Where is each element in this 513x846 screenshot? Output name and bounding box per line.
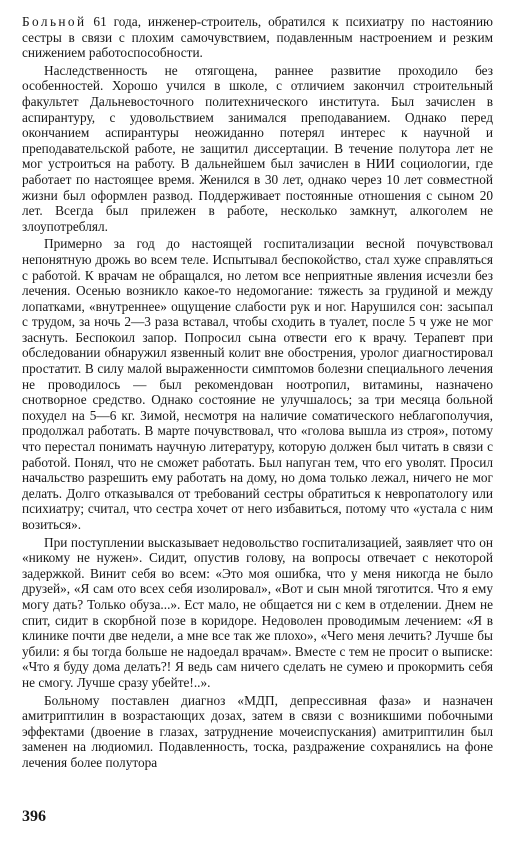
paragraph-4: При поступлении высказывает недовольство госпитализацией, заявляет что он «никому не нужен». Сидит, опустив голову, на вопросы отвечает с некоторой задержкой. Винит себя во всем: «Это моя ошибка, что у меня никогда не было друзей», «Я сам ото всех себя изолировал», «Вот и сын мной тяготится. Что я ему могу дать? Только обуза...». Ест мало, не общается ни с кем в отделении. Днем не спит, сидит в скорбной позе в коридоре. Недоволен проводимым лечением: «Я в клинике почти две недели, а мне все так же плохо», «Чего меня лечить? Лучше бы убили: я бы тогда больше не надоедал врачам». Вместе с тем не просит о выписке: «Что я буду дома делать?! Я ведь сам ничего сделать не сумею и прокормить себя не смогу. Лучше сразу убейте!..». (22, 534, 493, 690)
paragraph-1 (22, 14, 493, 61)
page-number: 396 (22, 808, 46, 825)
paragraph-5: Больному поставлен диагноз «МДП, депрессивная фаза» и назначен амитриптилин в возрастающих дозах, затем в связи с возникшими побочными эффектами (двоение в глазах, затруднение мочеиспускания) амитриптилин был заменен на людиомил. Подавленность, тоска, раздражение сохранялись на фоне лечения более полутора (22, 692, 493, 770)
paragraph-2: Наследственность не отягощена, раннее развитие проходило без особенностей. Хорошо учился в школе, с отличием закончил строительный факультет Дальневосточного политехнического института. Был зачислен в аспирантуру, с удовольствием занимался преподаванием. Однако перед окончанием аспирантуры неожиданно потерял интерес к научной и преподавательской работе, не защитил диссертации. В течение полутора лет не мог устроиться на работу. В дальнейшем был зачислен в НИИ социологии, где работает по настоящее время. Женился в 30 лет, однако через 10 лет совместной жизни был оформлен развод. Поддерживает постоянные отношения с сыном 20 лет. Всегда был прилежен в работе, несколько замкнут, алкоголем не злоупотреблял. (22, 62, 493, 234)
lead-word: Больной (22, 14, 87, 29)
paragraph-1-text: 61 года, инженер-строитель, обратился к психиатру по настоянию сестры в связи с плохим самочувствием, подавленным настроением и резким снижением работоспособности. (22, 14, 493, 61)
paragraph-3: Примерно за год до настоящей госпитализации весной почувствовал непонятную дрожь во всем теле. Испытывал беспокойство, стал хуже справляться с работой. К врачам не обращался, но летом все неприятные явления исчезли без лечения. Осенью возникло какое-то недомогание: тяжесть за грудиной и между лопатками, «внутреннее» ощущение слабости рук и ног. Нарушился сон: засыпал с трудом, за ночь 2—3 раза вставал, чтобы сходить в туалет, после 5 ч уже не мог заснуть. Беспокоил запор. Попросил сына отвести его к врачу. Терапевт при обследовании обнаружил язвенный колит вне обострения, уролог диагностировал простатит. В силу малой выраженности симптомов болезни специального лечения не проводилось — был рекомендован ноотропил, витамины, назначено снотворное средство. Однако состояние не улучшалось; за три месяца больной похудел на 5—6 кг. Зимой, несмотря на наличие соматического неблагополучия, продолжал работать. В марте почувствовал, что «голова вышла из строя», потому что перестал понимать научную литературу, которую должен был читать в связи с работой. Понял, что не сможет работать. Был напуган тем, что его уволят. Просил начальство разрешить ему работать на дому, но дома только лежал, ничего не мог делать. Долго отказывался от требований сестры обратиться к невропатологу или психиатру; считал, что сестра хочет от него избавиться, потому что «устала с ним возиться». (22, 236, 493, 532)
